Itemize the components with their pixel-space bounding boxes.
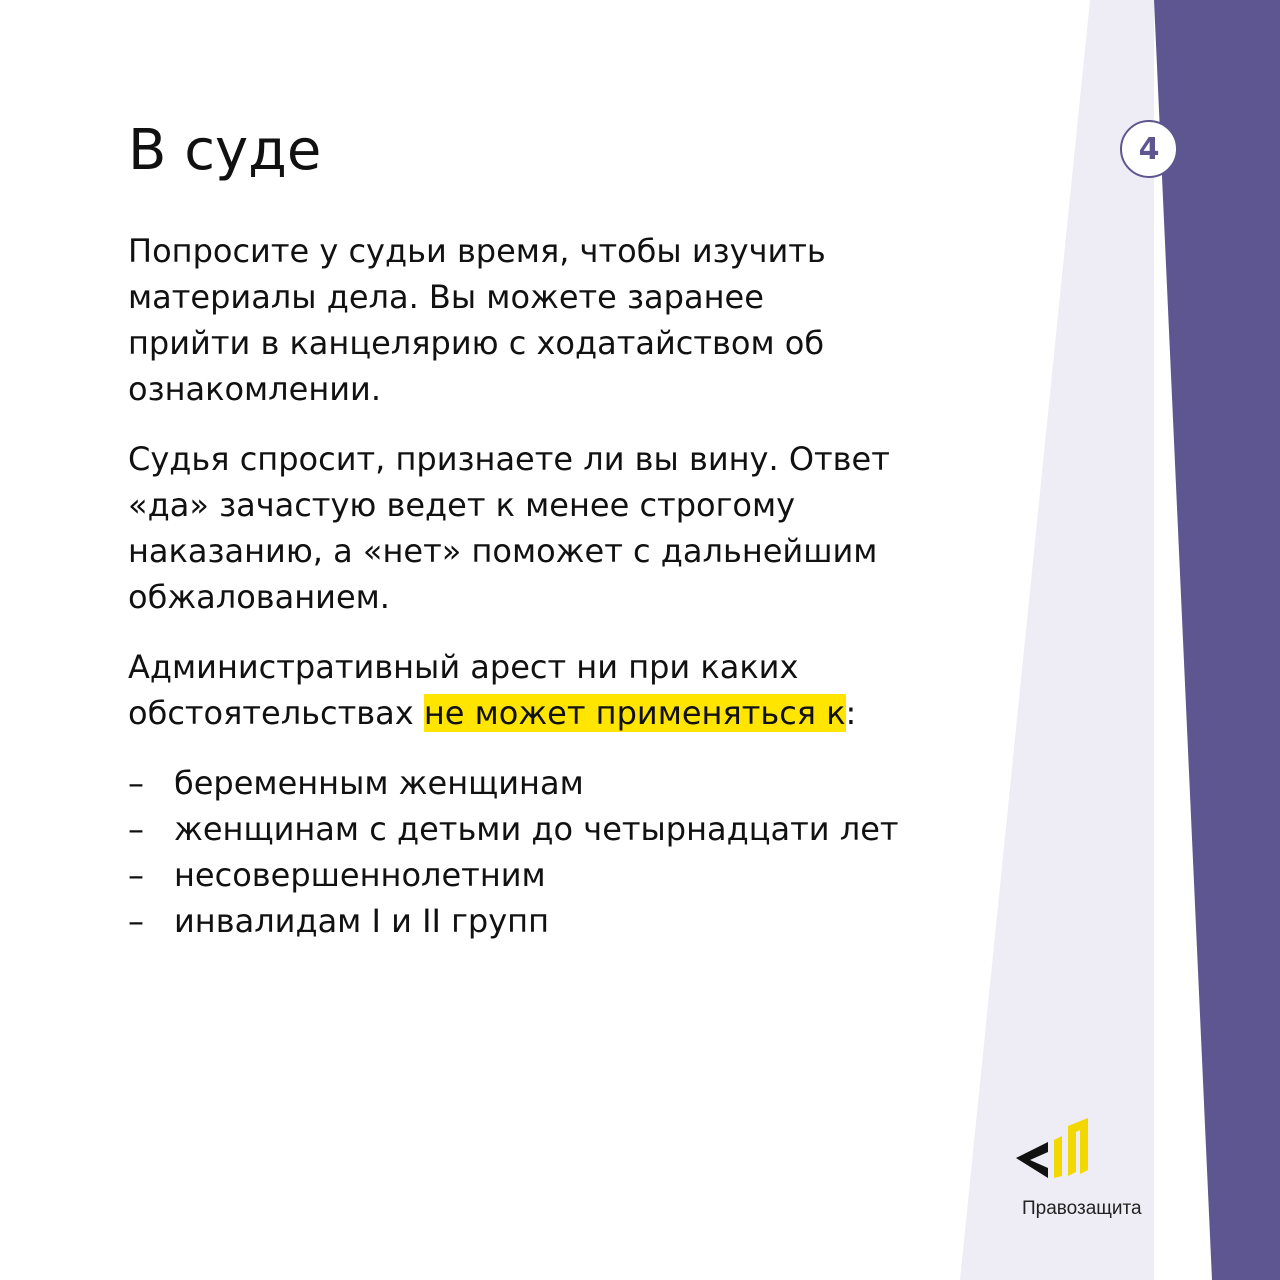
paragraph-line: обжалованием. (128, 578, 390, 616)
list-item (128, 898, 928, 944)
list-item-text: беременным женщинам (174, 764, 584, 802)
list-item-text: несовершеннолетним (174, 856, 546, 894)
list-item-text: инвалидам I и II групп (174, 902, 550, 940)
list-dash: – (128, 810, 144, 848)
paragraph-line: наказанию, а «нет» поможет с дальнейшим (128, 532, 878, 570)
paragraph-line: материалы дела. Вы можете заранее (128, 278, 764, 316)
paragraph-line: «да» зачастую ведет к менее строгому (128, 486, 796, 524)
list-dash: – (128, 902, 144, 940)
main-content (128, 228, 928, 944)
paragraph-line: : (845, 694, 857, 732)
pravozashchita-logo-icon (1014, 1118, 1094, 1182)
paragraph-request-time (128, 228, 928, 412)
list-item-text: женщинам с детьми до четырнадцати лет (174, 810, 899, 848)
paragraph-line: обстоятельствах (128, 694, 424, 732)
highlighted-text: не может применяться к (423, 694, 846, 732)
paragraph-arrest (128, 644, 928, 736)
exemption-list (128, 760, 928, 944)
list-item (128, 760, 928, 806)
paragraph-line: Судья спросит, признаете ли вы вину. Ответ (128, 440, 890, 478)
paragraph-line: Административный арест ни при каких (128, 648, 799, 686)
lavender-stripe-right (1154, 0, 1280, 1280)
list-item (128, 852, 928, 898)
logo-text: Правозащита (1022, 1198, 1142, 1219)
list-item (128, 806, 928, 852)
paragraph-line: ознакомлении. (128, 370, 381, 408)
list-dash: – (128, 764, 144, 802)
paragraph-line: Попросите у судьи время, чтобы изучить (128, 232, 826, 270)
list-dash: – (128, 856, 144, 894)
paragraph-line: прийти в канцелярию с ходатайством об (128, 324, 825, 362)
brand-logo (1000, 1112, 1180, 1232)
page-number-badge (1120, 120, 1178, 178)
page-number: 4 (1138, 131, 1160, 167)
paragraph-plea (128, 436, 928, 620)
page-title: В суде (128, 118, 322, 183)
